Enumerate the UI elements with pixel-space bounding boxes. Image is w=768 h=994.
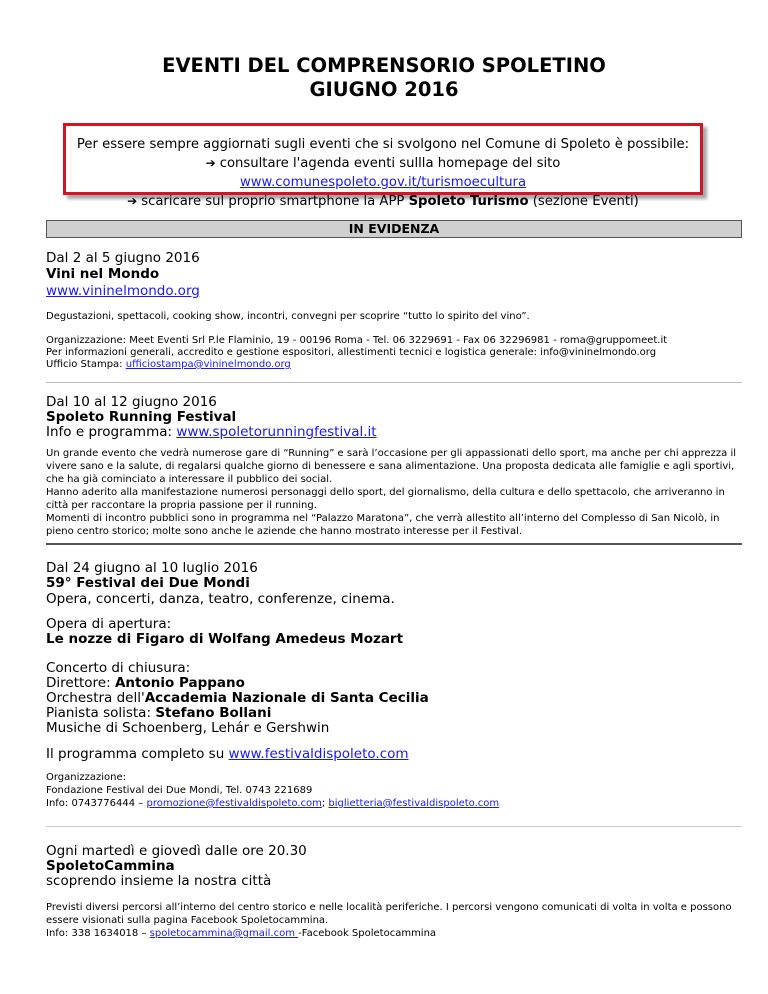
section-header-in-evidenza: IN EVIDENZA xyxy=(46,220,742,238)
event-info-line: Info e programma: www.spoletorunningfestival.it xyxy=(46,424,377,440)
music-line: Musiche di Schoenberg, Lehár e Gershwin xyxy=(46,720,330,736)
orchestra-line: Orchestra dell'Accademia Nazionale di Santa Cecilia xyxy=(46,690,429,706)
event-organizer: Organizzazione: Meet Eventi Srl P.le Flaminio, 19 - 00196 Roma - Tel. 06 3229691 - Fax 06 32296981 - roma@gruppomeet.it xyxy=(46,335,668,346)
biglietteria-email-link[interactable]: biglietteria@festivaldispoleto.com xyxy=(328,798,500,809)
press-email-link[interactable]: ufficiostampa@vininelmondo.org xyxy=(125,359,291,370)
event-title: SpoletoCammina xyxy=(46,858,175,874)
spoletocammina-email-link[interactable]: spoletocammina@gmail.com xyxy=(149,928,299,939)
notice-line-2: ➔ consultare l'agenda eventi sullla homepage del sito www.comunespoleto.gov.it/turismoecultura xyxy=(205,156,561,190)
page-title: EVENTI DEL COMPRENSORIO SPOLETINO xyxy=(162,54,606,77)
comune-spoleto-link[interactable]: www.comunespoleto.gov.it/turismoecultura xyxy=(239,175,527,190)
event-info: Per informazioni generali, accredito e gestione espositori, allestimenti tecnici e logistica generale: info@vininelmondo.org xyxy=(46,347,657,358)
event-description: Degustazioni, spettacoli, cooking show, incontri, convegni per scoprire “tutto lo spirito del vino”. xyxy=(46,311,530,322)
event-contacts: Info: 0743776444 – promozione@festivaldispoleto.com; biglietteria@festivaldispoleto.com xyxy=(46,798,500,809)
event-press-office: Ufficio Stampa: ufficiostampa@vininelmondo.org xyxy=(46,359,291,370)
opening-title: Le nozze di Figaro di Wolfang Amedeus Mozart xyxy=(46,631,404,647)
page-subtitle: GIUGNO 2016 xyxy=(309,78,459,101)
event-date: Dal 24 giugno al 10 luglio 2016 xyxy=(46,560,258,576)
festival-website-link[interactable]: www.festivaldispoleto.com xyxy=(228,746,409,762)
event-date: Dal 2 al 5 giugno 2016 xyxy=(46,250,200,266)
event-contacts: Info: 338 1634018 – spoletocammina@gmail.com -Facebook Spoletocammina xyxy=(46,928,437,939)
event-subtitle: scoprendo insieme la nostra città xyxy=(46,873,272,889)
closing-label: Concerto di chiusura: xyxy=(46,660,191,676)
event-date: Ogni martedì e giovedì dalle ore 20.30 xyxy=(46,843,307,859)
event-title: 59° Festival dei Due Mondi xyxy=(46,575,250,591)
running-festival-link[interactable]: www.spoletorunningfestival.it xyxy=(176,424,377,440)
event-website-link[interactable]: www.vininelmondo.org xyxy=(46,283,200,299)
event-description: Previsti diversi percorsi all’interno del centro storico e nelle località periferiche. I percorsi vengono comunicati di volta in volta e possono essere visionati sulla pagina Facebook Spoletocammina. xyxy=(46,902,732,926)
divider xyxy=(46,826,742,827)
event-description: Un grande evento che vedrà numerose gare di “Running” e sarà l’occasione per gli appassionati dello sport, ma anche per chi apprezza il vivere sano e la salute, di regalarsi qualche giorno di benessere e sana alimentazione. Una proposta dedicata alle famiglie e agli sportivi, che ha già cominciato a interessare il pubblico dei social. Hanno aderito alla manifestazione numerosi personaggi dello sport, del giornalismo, della cultura e dello spettacolo, che arriveranno in città per raccontare la propria passione per il running. Momenti di incontro pubblici sono in programma nel “Palazzo Maratona”, che verrà allestito all’interno del Complesso di San Nicolò, in pieno centro storico; molte sono anche le aziende che hanno mostrato interesse per il Festival. xyxy=(46,448,737,537)
org-label: Organizzazione: xyxy=(46,772,127,783)
event-organizer: Fondazione Festival dei Due Mondi, Tel. 0743 221689 xyxy=(46,785,313,796)
arrow-right-icon: ➔ xyxy=(127,194,138,208)
arrow-right-icon: ➔ xyxy=(205,156,216,170)
promozione-email-link[interactable]: promozione@festivaldispoleto.com xyxy=(146,798,322,809)
divider xyxy=(46,543,742,545)
event-subtitle: Opera, concerti, danza, teatro, conferenze, cinema. xyxy=(46,591,395,607)
notice-line-3: ➔ scaricare sul proprio smartphone la APP Spoleto Turismo (sezione Eventi) xyxy=(127,194,639,209)
opening-label: Opera di apertura: xyxy=(46,616,172,632)
divider xyxy=(46,382,742,383)
event-date: Dal 10 al 12 giugno 2016 xyxy=(46,394,217,410)
director-line: Direttore: Antonio Pappano xyxy=(46,675,245,691)
event-title: Vini nel Mondo xyxy=(46,266,160,282)
event-title: Spoleto Running Festival xyxy=(46,409,237,425)
program-line: Il programma completo su www.festivaldispoleto.com xyxy=(46,746,409,762)
pianist-line: Pianista solista: Stefano Bollani xyxy=(46,705,272,721)
notice-line-1: Per essere sempre aggiornati sugli eventi che si svolgono nel Comune di Spoleto è possibile: xyxy=(76,137,690,152)
notice-box xyxy=(63,123,703,209)
